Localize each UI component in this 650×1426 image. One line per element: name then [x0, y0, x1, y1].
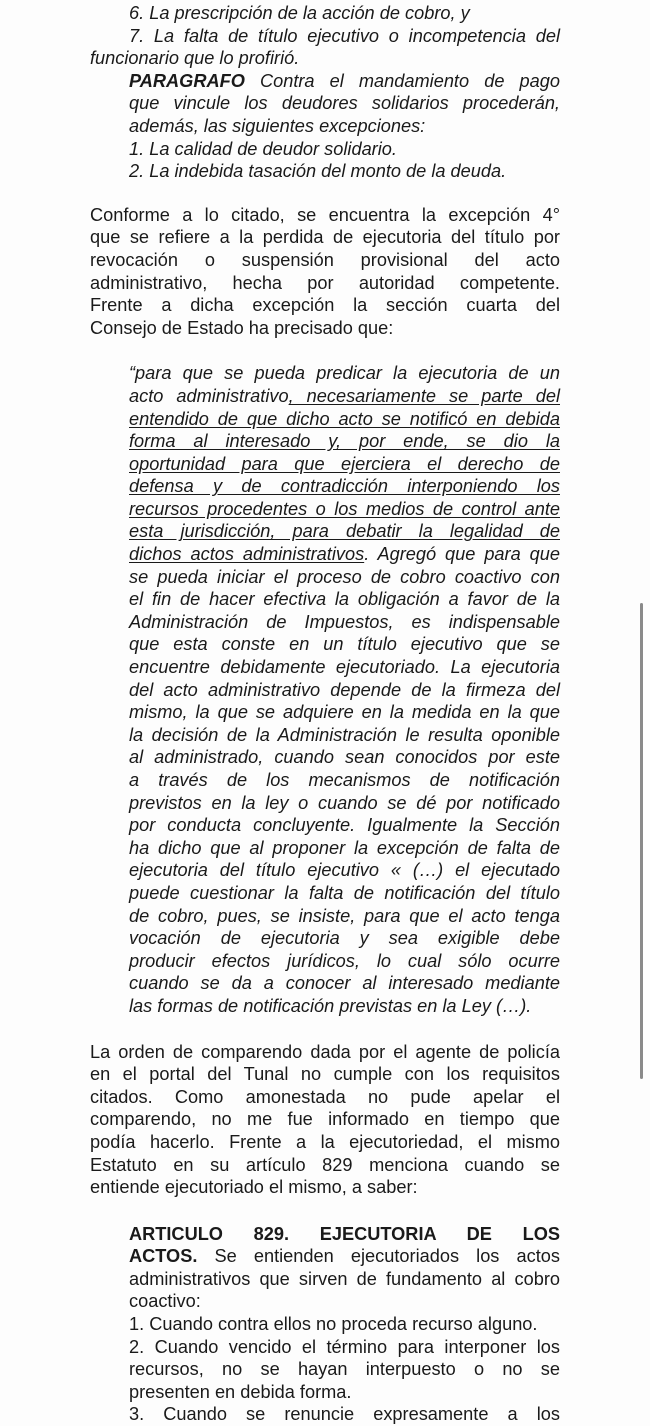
para2-line: La orden de comparendo dada por el agente de policía	[90, 1041, 560, 1062]
document-page	[90, 0, 560, 1426]
article-title-end: ACTOS.	[129, 1246, 198, 1267]
para1-line: Conforme a lo citado, se encuentra la excepción 4°	[90, 204, 560, 225]
vertical-scrollbar[interactable]	[640, 603, 643, 1079]
paragraph-comparendo	[90, 1041, 560, 1199]
para1-line: que se refiere a la perdida de ejecutoria del título por	[90, 227, 560, 248]
article-item1: 1. Cuando contra ellos no proceda recurso alguno.	[129, 1314, 538, 1335]
para2-line: citados. Como amonestada no pude apelar el	[90, 1086, 560, 1107]
para2-line: comparendo, no me fue informado en tiempo que	[90, 1109, 560, 1130]
paragrafo-item2: 2. La indebida tasación del monto de la deuda.	[129, 161, 507, 182]
para1-line: Frente a dicha excepción la sección cuarta del	[90, 295, 560, 316]
article-line3: administrativos que sirven de fundamento al cobro	[129, 1268, 560, 1289]
article-829	[129, 1223, 560, 1426]
quote-line: previstos en la ley o cuando se dé por notificado	[129, 792, 560, 813]
quote-line: el fin de hacer efectiva la obligación a favor de la	[129, 589, 560, 610]
quote-line: producir efectos jurídicos, lo cual sólo ocurre	[129, 950, 560, 971]
quote-line: al administrado, cuando sean conocidos por este	[129, 747, 560, 768]
quote-underlined-line: forma al interesado y, por ende, se dio la	[129, 431, 560, 452]
paragrafo-line1: Contra el mandamiento de pago	[244, 70, 560, 91]
quote-line: las formas de notificación previstas en la Ley (…).	[129, 995, 532, 1016]
quote-line: la decisión de la Administración le resulta oponible	[129, 724, 560, 745]
paragraph-conforme	[90, 204, 560, 340]
article-item2-line1: 2. Cuando vencido el término para interponer los	[129, 1336, 560, 1357]
quote-underlined-line: esta jurisdicción, para debatir la legalidad de	[129, 521, 560, 542]
article-line2: Se entienden ejecutoriados los actos	[197, 1246, 560, 1267]
article-item2-line3: presenten en debida forma.	[129, 1381, 352, 1402]
quote-underlined-line: defensa y de contradicción interponiendo los	[129, 476, 560, 497]
quote-line: cuando se da a conocer al interesado mediante	[129, 973, 560, 994]
para2-line: podía hacerlo. Frente a la ejecutoriedad, el mismo	[90, 1131, 560, 1152]
quote-line: encuentre debidamente ejecutoriado. La ejecutoria	[129, 657, 560, 678]
paragrafo-label: PARAGRAFO	[129, 70, 245, 91]
quote-line: se pueda iniciar el proceso de cobro coactivo con	[129, 566, 560, 587]
quote-line: a través de los mecanismos de notificación	[129, 770, 560, 790]
para2-line: entiende ejecutoriado el mismo, a saber:	[90, 1177, 418, 1198]
quote-underlined-line: oportunidad para que ejerciera el derecho de	[129, 453, 560, 474]
para1-line: revocación o suspensión provisional del acto	[90, 249, 560, 270]
quote-line: por conducta concluyente. Igualmente la Sección	[129, 815, 560, 836]
article-title: ARTICULO 829. EJECUTORIA DE LOS	[129, 1223, 560, 1244]
quote-line: Administración de Impuestos, es indispensable	[129, 611, 560, 632]
para2-line: en el portal del Tunal no cumple con los requisitos	[90, 1064, 560, 1085]
quote-line: dichos actos administrativos. Agregó que para que	[129, 544, 560, 565]
paragrafo-item1: 1. La calidad de deudor solidario.	[129, 138, 397, 159]
quote-line: puede cuestionar la falta de notificación del título	[129, 882, 560, 903]
consejo-quote	[129, 362, 560, 1017]
list-item-7-line1: 7. La falta de título ejecutivo o incompetencia del	[129, 25, 560, 46]
list-item-6: 6. La prescripción de la acción de cobro, y	[129, 3, 470, 23]
quote-underlined: , necesariamente se parte del	[288, 385, 560, 406]
list-item-7-line2: funcionario que lo profirió.	[90, 48, 300, 69]
quote-line: del acto administrativo depende de la firmeza del	[129, 679, 560, 700]
para2-line: Estatuto en su artículo 829 menciona cuando se	[90, 1154, 560, 1175]
para1-line: administrativo, hecha por autoridad competente.	[90, 272, 560, 293]
quote-underlined-line: entendido de que dicho acto se notificó en debida	[129, 408, 560, 429]
quote-line: “para que se pueda predicar la ejecutoria de un	[129, 363, 560, 384]
quote-line: ha dicho que al proponer la excepción de falta de	[129, 837, 560, 858]
quote-line: ejecutoria del título ejecutivo « (…) el ejecutado	[129, 860, 560, 881]
quote-line: que esta conste en un título ejecutivo que se	[129, 634, 560, 655]
paragrafo-block	[129, 70, 560, 183]
article-item2-line2: recursos, no se hayan interpuesto o no se	[129, 1359, 560, 1380]
quote-line: mismo, la que se adquiere en la medida en la que	[129, 702, 560, 723]
quote-line: de cobro, pues, se insiste, para que el acto tenga	[129, 905, 560, 926]
paragrafo-line2: que vincule los deudores solidarios procederán,	[129, 93, 560, 114]
para1-line: Consejo de Estado ha precisado que:	[90, 317, 394, 338]
quote-line: vocación de ejecutoria y sea exigible debe	[129, 928, 560, 949]
article-item3-line1: 3. Cuando se renuncie expresamente a los	[129, 1404, 560, 1425]
paragrafo-line3: además, las siguientes excepciones:	[129, 115, 426, 136]
quote-line: acto administrativo, necesariamente se parte del	[129, 385, 560, 406]
quote-underlined: dichos actos administrativos	[129, 544, 365, 565]
article-line4: coactivo:	[129, 1291, 201, 1312]
quote-underlined-line: recursos procedentes o los medios de control ante	[129, 498, 560, 519]
